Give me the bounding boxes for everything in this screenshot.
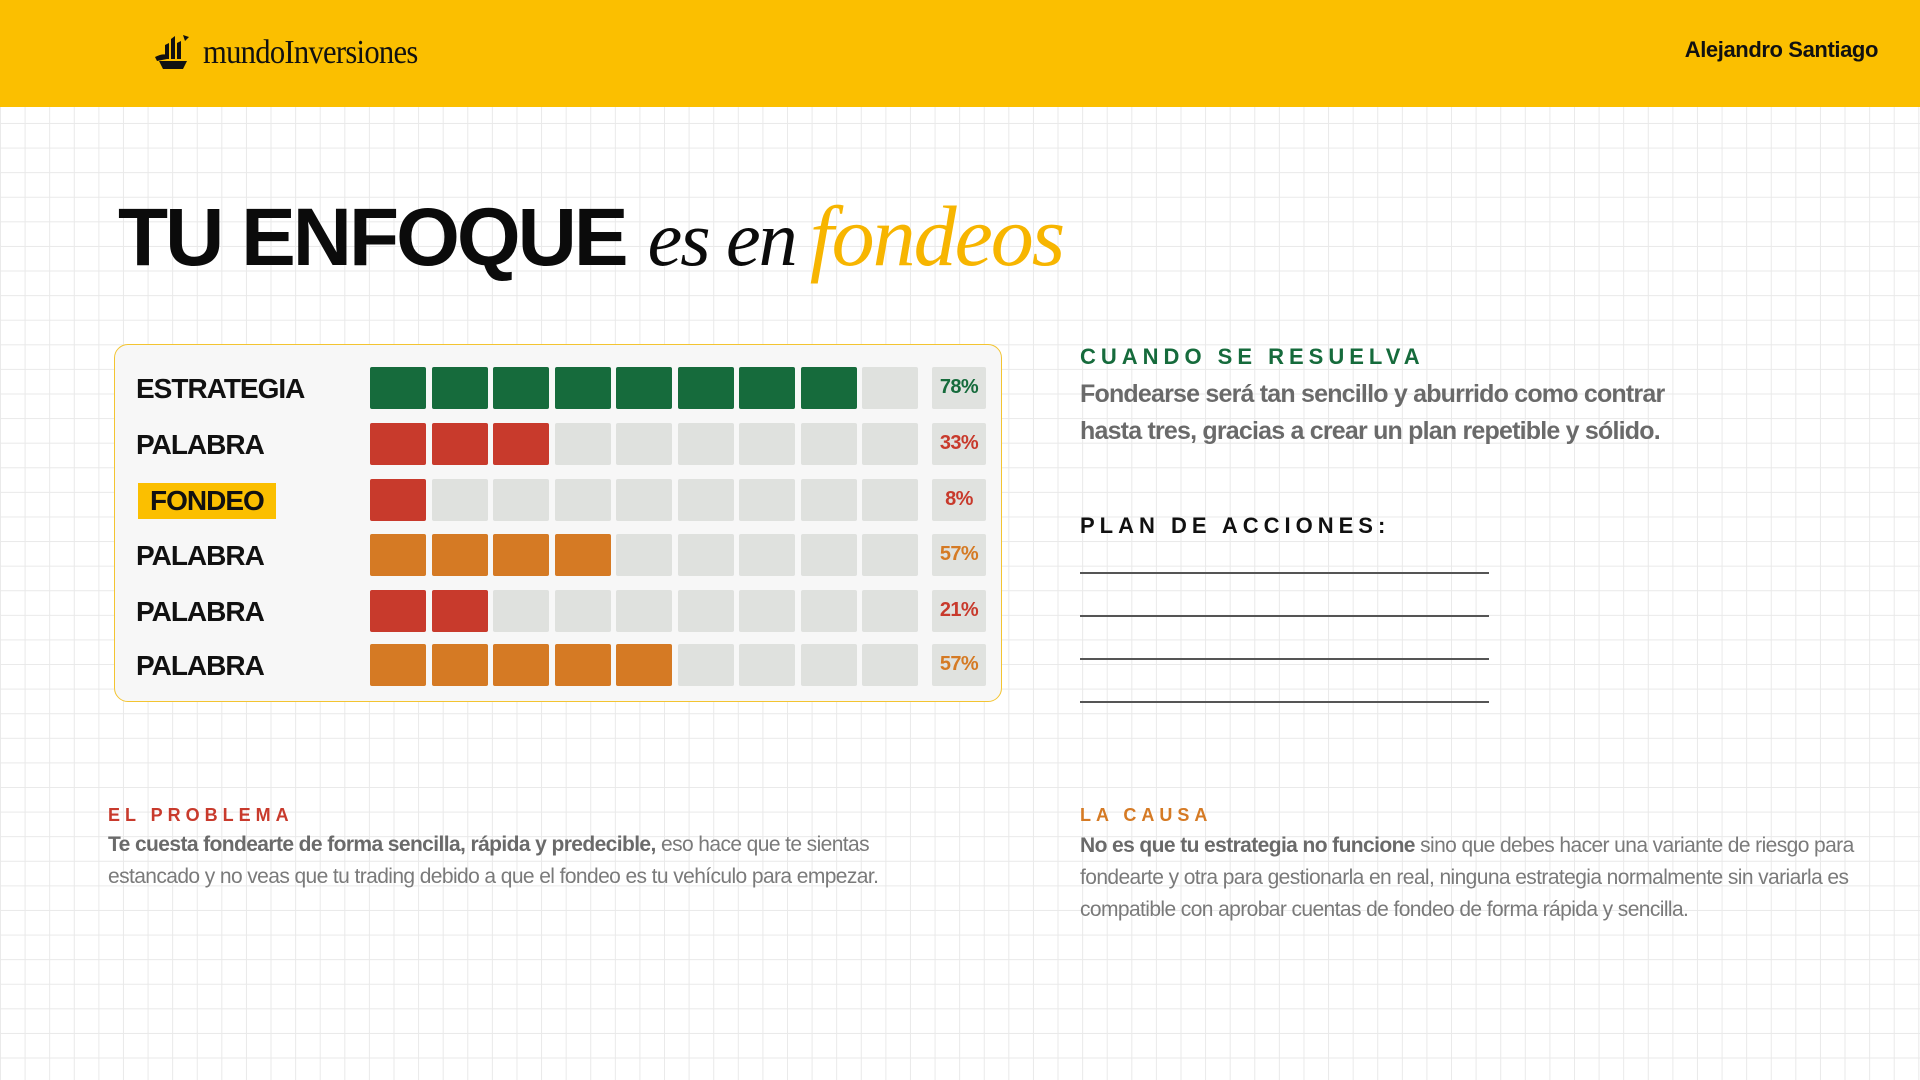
score-segment-empty <box>678 644 734 686</box>
score-bar <box>370 534 924 576</box>
score-segment-empty <box>555 423 611 465</box>
score-segment-empty <box>801 534 857 576</box>
score-segment-filled <box>432 534 488 576</box>
score-row <box>115 479 1003 523</box>
score-bar <box>370 479 924 521</box>
score-row <box>115 423 1003 467</box>
problem-text-bold: Te cuesta fondearte de forma sencilla, rápida y predecible, <box>108 833 656 856</box>
cause-text-rest: sino que debes hacer una variante de riesgo para fondearte y otra para gestionarla en real, ninguna estrategia normalmente sin variarla es compatible con aprobar cuentas de fondeo de forma rápida y sencilla. <box>1080 834 1854 921</box>
score-segment-filled <box>370 479 426 521</box>
score-row-label: ESTRATEGIA <box>136 373 305 404</box>
score-segment-empty <box>862 590 918 632</box>
score-segment-empty <box>862 534 918 576</box>
score-percent: 8% <box>932 479 986 521</box>
score-segment-empty <box>801 479 857 521</box>
problem-heading: EL PROBLEMA <box>108 805 294 825</box>
title-accent: fondeos <box>809 188 1064 284</box>
score-segment-empty <box>678 423 734 465</box>
scorecard-panel <box>114 344 1002 702</box>
score-segment-empty <box>862 423 918 465</box>
brand-name: mundoInversiones <box>203 34 418 71</box>
cause-text-bold: No es que tu estrategia no funcione <box>1080 834 1415 857</box>
score-row-label: PALABRA <box>136 429 264 460</box>
score-segment-filled <box>555 644 611 686</box>
score-bar <box>370 367 924 409</box>
problem-text <box>108 829 928 893</box>
score-segment-empty <box>862 479 918 521</box>
score-segment-empty <box>432 479 488 521</box>
title-italic: es en <box>647 195 796 282</box>
score-segment-filled <box>432 590 488 632</box>
problem-text-rest: eso hace que te sientas estancado y no veas que tu trading debido a que el fondeo es tu vehículo para empezar. <box>108 833 879 888</box>
plan-action-line[interactable] <box>1080 572 1489 574</box>
plan-action-line[interactable] <box>1080 701 1489 703</box>
cause-text <box>1080 830 1860 926</box>
plan-heading: PLAN DE ACCIONES: <box>1080 513 1391 538</box>
score-segment-empty <box>555 479 611 521</box>
score-segment-empty <box>616 590 672 632</box>
score-segment-filled <box>432 644 488 686</box>
score-segment-empty <box>739 590 795 632</box>
plan-action-line[interactable] <box>1080 615 1489 617</box>
plan-action-line[interactable] <box>1080 658 1489 660</box>
score-segment-filled <box>493 423 549 465</box>
score-bar <box>370 423 924 465</box>
score-segment-empty <box>678 590 734 632</box>
resolve-text: Fondearse será tan sencillo y aburrido como contrar hasta tres, gracias a crear un plan repetible y sólido. <box>1080 380 1665 445</box>
score-percent: 57% <box>932 534 986 576</box>
score-segment-filled <box>493 534 549 576</box>
score-segment-filled <box>370 534 426 576</box>
score-percent: 78% <box>932 367 986 409</box>
score-row <box>115 644 1003 688</box>
score-row <box>115 367 1003 411</box>
top-banner <box>0 0 1920 107</box>
score-segment-empty <box>678 479 734 521</box>
score-segment-empty <box>555 590 611 632</box>
score-segment-empty <box>801 423 857 465</box>
score-segment-filled <box>555 367 611 409</box>
score-segment-empty <box>616 479 672 521</box>
bull-ship-icon <box>153 31 193 75</box>
cause-heading: LA CAUSA <box>1080 805 1213 825</box>
score-row-label: PALABRA <box>136 540 264 571</box>
score-segment-empty <box>493 479 549 521</box>
score-segment-filled <box>801 367 857 409</box>
score-segment-empty <box>801 590 857 632</box>
score-segment-filled <box>370 367 426 409</box>
score-segment-empty <box>616 423 672 465</box>
score-bar <box>370 590 924 632</box>
score-segment-filled <box>493 367 549 409</box>
score-segment-filled <box>370 590 426 632</box>
score-row-label: PALABRA <box>136 650 264 681</box>
score-row <box>115 534 1003 578</box>
score-segment-filled <box>739 367 795 409</box>
score-row <box>115 590 1003 634</box>
score-row-label: FONDEO <box>138 483 276 519</box>
score-segment-empty <box>739 534 795 576</box>
brand-logo[interactable] <box>153 30 441 76</box>
score-segment-empty <box>739 423 795 465</box>
score-percent: 21% <box>932 590 986 632</box>
score-segment-filled <box>555 534 611 576</box>
score-segment-filled <box>370 423 426 465</box>
score-segment-filled <box>493 644 549 686</box>
score-segment-empty <box>862 644 918 686</box>
score-segment-empty <box>862 367 918 409</box>
score-bar <box>370 644 924 686</box>
score-percent: 33% <box>932 423 986 465</box>
score-segment-filled <box>432 367 488 409</box>
score-segment-empty <box>493 590 549 632</box>
score-segment-empty <box>739 479 795 521</box>
score-segment-filled <box>616 367 672 409</box>
score-segment-filled <box>370 644 426 686</box>
page-title <box>118 186 1063 286</box>
score-segment-filled <box>432 423 488 465</box>
score-segment-empty <box>801 644 857 686</box>
score-segment-filled <box>616 644 672 686</box>
score-segment-filled <box>678 367 734 409</box>
score-row-label: PALABRA <box>136 596 264 627</box>
score-segment-empty <box>616 534 672 576</box>
title-strong: TU ENFOQUE <box>118 192 626 283</box>
score-segment-empty <box>739 644 795 686</box>
author-name: Alejandro Santiago <box>1684 37 1878 62</box>
resolve-heading: CUANDO SE RESUELVA <box>1080 344 1425 369</box>
score-percent: 57% <box>932 644 986 686</box>
score-segment-empty <box>678 534 734 576</box>
